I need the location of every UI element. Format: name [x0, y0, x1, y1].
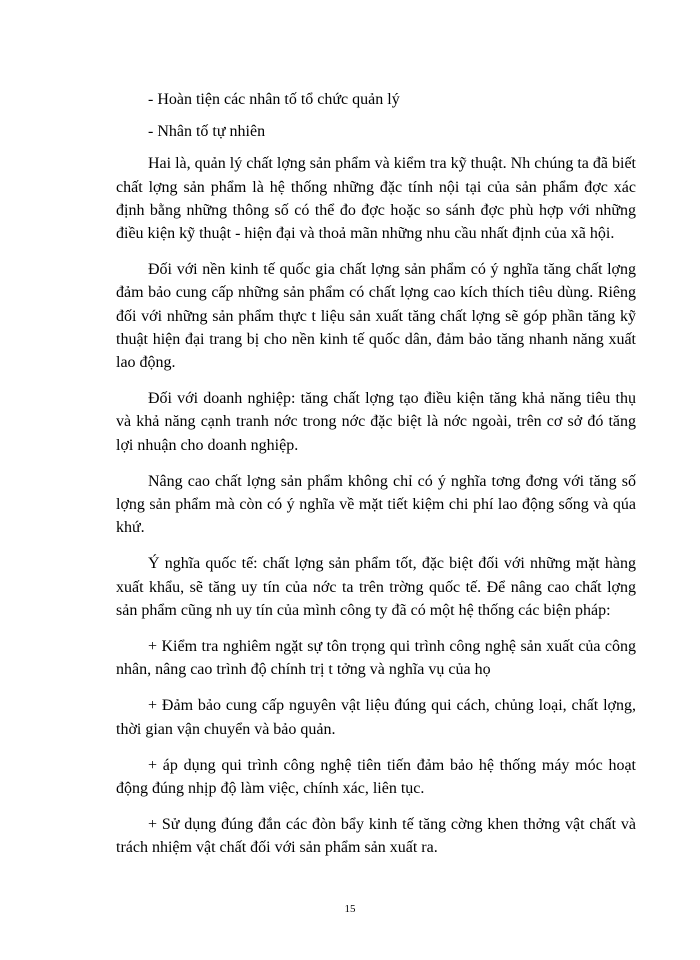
- measure-item: + áp dụng qui trình công nghệ tiên tiến đảm bảo hệ thống máy móc hoạt động đúng nhịp độ làm việc, chính xác, liên tục.: [116, 756, 636, 798]
- bullet-item: - Hoàn tiện các nhân tố tổ chức quản lý: [148, 91, 400, 108]
- measure-item: + Đảm bảo cung cấp nguyên vật liệu đúng qui cách, chủng loại, chất lợng, thời gian vận chuyển và bảo quản.: [116, 697, 636, 738]
- body-paragraph: Đối với nền kinh tế quốc gia chất lợng sản phẩm có ý nghĩa tăng chất lợng đảm bảo cung cấp những sản phẩm có chất lợng cao kích thích tiêu dùng. Riêng đối với những sản phẩm thực t liệu sản xuất tăng chất lợng sẽ góp phần tăng kỹ thuật hiện đại trang bị cho nền kinh tế quốc dân, đảm bảo tăng nhanh năng xuất lao động.: [116, 261, 636, 372]
- body-paragraph: Hai là, quản lý chất lợng sản phẩm và kiểm tra kỹ thuật. Nh chúng ta đã biết chất lợng sản phẩm là hệ thống những đặc tính nội tại của sản phẩm đợc xác định bằng những thông số có thể đo đợc hoặc so sánh đợc phù hợp với những điều kiện kỹ thuật - hiện đại và thoả mãn những nhu cầu nhất định của xã hội.: [116, 155, 636, 243]
- body-paragraph: Nâng cao chất lợng sản phẩm không chỉ có ý nghĩa tơng đơng với tăng số lợng sản phẩm mà còn có ý nghĩa về mặt tiết kiệm chi phí lao động sống và qúa khứ.: [116, 472, 636, 537]
- body-paragraph: Ý nghĩa quốc tế: chất lợng sản phẩm tốt, đặc biệt đối với những mặt hàng xuất khẩu, sẽ tăng uy tín của nớc ta trên trờng quốc tế. Để nâng cao chất lợng sản phẩm cũng nh uy tín của mình công ty đã có một hệ thống các biện pháp:: [116, 555, 636, 619]
- measure-item: + Sử dụng đúng đắn các đòn bẩy kinh tế tăng cờng khen thởng vật chất và trách nhiệm vật chất đối với sản phẩm sản xuất ra.: [116, 816, 636, 857]
- bullet-item: - Nhân tố tự nhiên: [148, 123, 266, 141]
- document-body: [116, 88, 636, 860]
- body-paragraph: Đối với doanh nghiệp: tăng chất lợng tạo điều kiện tăng khả năng tiêu thụ và khả năng cạnh tranh nớc trong nớc đặc biệt là nớc ngoài, trên cơ sở đó tăng lợi nhuận cho doanh nghiệp.: [116, 390, 636, 454]
- page-number: 15: [344, 903, 356, 915]
- measure-item: + Kiểm tra nghiêm ngặt sự tôn trọng qui trình công nghệ sản xuất của công nhân, nâng cao trình độ chính trị t tởng và nghĩa vụ của họ: [116, 638, 636, 679]
